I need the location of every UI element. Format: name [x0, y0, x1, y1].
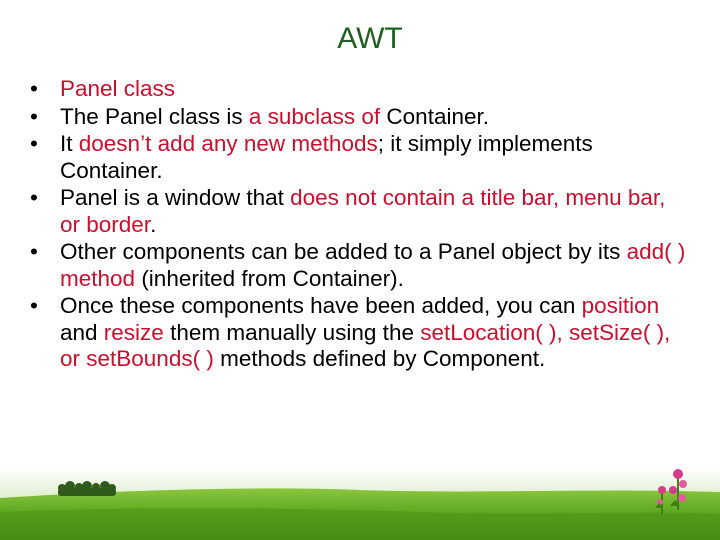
footer-decoration	[0, 468, 720, 540]
bullet-text: It	[60, 131, 79, 156]
slide-title: AWT	[337, 22, 403, 55]
bullet-item	[30, 239, 690, 292]
bullet-dot-icon: •	[30, 103, 38, 129]
bullet-dot-icon: •	[30, 185, 38, 210]
highlighted-text: position	[581, 293, 660, 318]
highlighted-text: Panel class	[60, 76, 176, 101]
highlighted-text: does not contain a title bar, menu bar, or border	[60, 185, 666, 237]
bullet-dot-icon: •	[30, 293, 38, 318]
bullet-text: Container.	[380, 103, 489, 129]
bullet-text: (inherited from Container).	[135, 265, 404, 291]
tree-line-icon	[58, 481, 116, 496]
bullet-list	[30, 76, 690, 374]
bullet-text: them manually using the	[163, 319, 421, 345]
bullet-text: ; it simply implements Container.	[60, 131, 593, 183]
highlighted-text: resize	[103, 319, 164, 345]
bullet-item	[30, 293, 690, 373]
bullet-item	[30, 185, 690, 238]
grass-footer-graphic	[0, 468, 720, 540]
highlighted-text: doesn’t add any new methods	[78, 131, 378, 156]
bullet-item	[30, 131, 690, 184]
bullet-dot-icon: •	[30, 131, 38, 156]
bullet-text: Other components can be added to a Panel object by its	[60, 239, 627, 264]
highlighted-text: setLocation( ), setSize( ), or setBounds( )	[60, 319, 671, 371]
bullet-dot-icon: •	[30, 239, 38, 264]
bullet-text: .	[150, 211, 157, 237]
bullet-text: and	[60, 319, 104, 345]
bullet-dot-icon: •	[30, 76, 38, 101]
bullet-text: The Panel class is	[60, 103, 249, 129]
highlighted-text: add( ) method	[60, 239, 686, 291]
highlighted-text: a subclass of	[248, 103, 381, 129]
bullet-item	[30, 76, 690, 103]
bullet-text: Once these components have been added, you can	[60, 293, 582, 318]
bullet-item	[30, 104, 690, 131]
bullet-text: Panel is a window that	[60, 185, 291, 210]
bullet-text: methods defined by Component.	[213, 346, 546, 371]
